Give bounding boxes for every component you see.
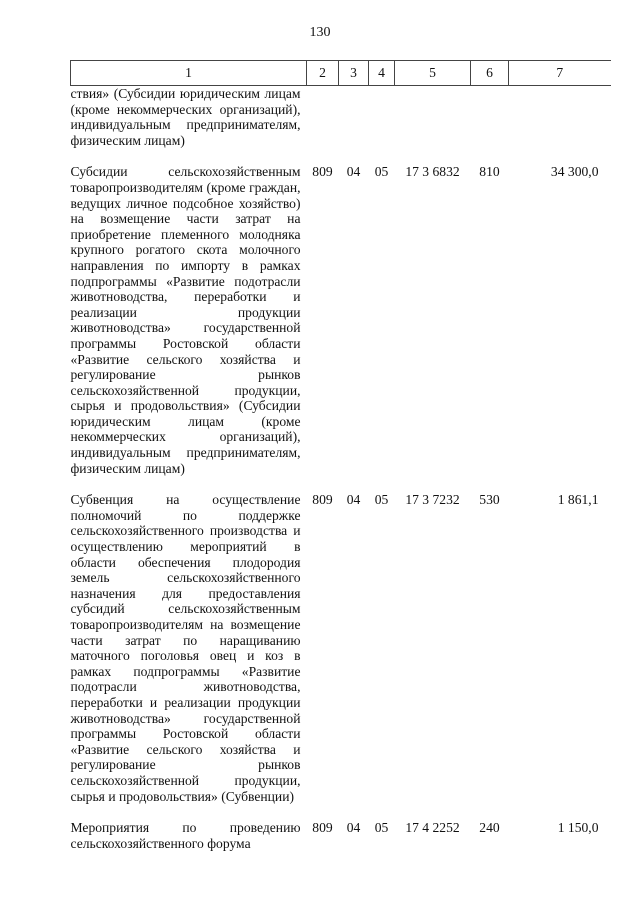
row-target-code	[395, 86, 471, 149]
row-ministry-code: 809	[312, 164, 333, 180]
row-target-code: 17 3 7232	[405, 492, 460, 508]
column-header-4: 4	[369, 61, 395, 86]
row-amount	[509, 86, 611, 149]
row-ministry-code: 809	[312, 820, 333, 836]
row-ministry-code: 809	[312, 492, 333, 508]
row-description: Субвенция на осуществление полномочий по поддержке сельскохозяйственного производства и осуществлению мероприятий в области обеспечения плодородия земель сельскохозяйственного назначения для предоставления субсидий сельскохозяйственным товаропроизводителям на возмещение части затрат по наращиванию маточного поголовья овец и коз в рамках подпрограммы «Развитие подотрасли животноводства, переработки и реализации продукции животноводства» государственной программы Ростовской области «Развитие сельского хозяйства и регулирование рынков сельскохозяйственной продукции, сырья и продовольствия» (Субвенции)	[70, 492, 301, 804]
row-ministry-code	[307, 86, 339, 149]
row-target-code: 17 3 6832	[405, 164, 460, 180]
column-header-3: 3	[339, 61, 369, 86]
row-expense-type: 810	[479, 164, 500, 180]
table-row	[71, 476, 611, 804]
row-subsection-code	[369, 86, 395, 149]
row-subsection-code: 05	[374, 164, 389, 180]
column-header-7: 7	[509, 61, 611, 86]
table-row	[71, 86, 611, 149]
column-header-5: 5	[395, 61, 471, 86]
row-amount: 1 150,0	[557, 820, 599, 836]
row-target-code: 17 4 2252	[405, 820, 460, 836]
table-header-row	[71, 61, 611, 86]
row-description: ствия» (Субсидии юридическим лицам (кроме некоммерческих организаций), индивидуальным предпринимателям, физическим лицам)	[70, 86, 301, 148]
row-expense-type: 530	[479, 492, 500, 508]
row-section-code: 04	[346, 820, 361, 836]
column-header-2: 2	[307, 61, 339, 86]
row-description: Мероприятия по проведению сельскохозяйственного форума	[70, 820, 301, 851]
table-row	[71, 148, 611, 476]
column-header-6: 6	[471, 61, 509, 86]
row-subsection-code: 05	[374, 820, 389, 836]
row-amount: 1 861,1	[557, 492, 599, 508]
page-number: 130	[309, 25, 331, 40]
row-subsection-code: 05	[374, 492, 389, 508]
row-expense-type: 240	[479, 820, 500, 836]
row-description: Субсидии сельскохозяйственным товаропроизводителям (кроме граждан, ведущих личное подсобное хозяйство) на возмещение части затрат на приобретение племенного молодняка крупного рогатого скота молочного направления по импорту в рамках подпрограммы «Развитие подотрасли животноводства, переработки и реализации продукции животноводства» государственной программы Ростовской области «Развитие сельского хозяйства и регулирование рынков сельскохозяйственной продукции, сырья и продовольствия» (Субсидии юридическим лицам (кроме некоммерческих организаций), индивидуальным предпринимателям, физическим лицам)	[70, 164, 301, 476]
column-header-1: 1	[71, 61, 307, 86]
budget-table	[70, 60, 611, 851]
row-expense-type	[471, 86, 509, 149]
row-section-code: 04	[346, 164, 361, 180]
row-section-code	[339, 86, 369, 149]
row-section-code: 04	[346, 492, 361, 508]
table-row	[71, 804, 611, 851]
row-amount: 34 300,0	[550, 164, 599, 180]
